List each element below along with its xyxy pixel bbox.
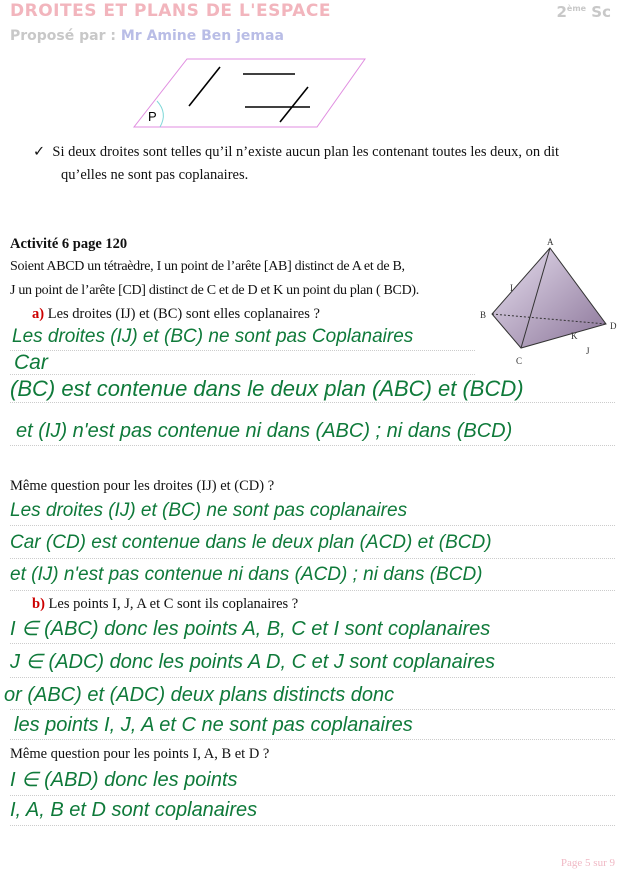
- handwritten-answer-4: et (IJ) n'est pas contenue ni dans (ABC) ; ni dans (BCD): [16, 420, 513, 442]
- question-b-label: b): [32, 596, 45, 612]
- handwritten-answer-10: or (ABC) et (ADC) deux plans distincts donc: [4, 684, 395, 706]
- author-prefix: Proposé par :: [10, 28, 121, 44]
- handwritten-answer-11: les points I, J, A et C ne sont pas coplanaires: [14, 714, 413, 736]
- level-sup: ème: [566, 4, 587, 13]
- question-2: Même question pour les droites (IJ) et (CD) ?: [10, 478, 275, 494]
- handwritten-answer-3: (BC) est contenue dans le deux plan (ABC) et (BCD): [10, 376, 524, 401]
- page-number: Page 5 sur 9: [560, 857, 615, 869]
- vertex-c: C: [516, 356, 523, 366]
- handwritten-answer-8: I ∈ (ABC) donc les points A, B, C et I sont coplanaires: [10, 618, 491, 640]
- point-k: K: [571, 331, 578, 341]
- level-number: 2: [556, 3, 567, 21]
- question-4: Même question pour les points I, A, B et D ?: [10, 746, 270, 762]
- definition-line-1: [33, 144, 559, 161]
- handwritten-answer-6: Car (CD) est contenue dans le deux plan (ACD) et (BCD): [10, 532, 492, 553]
- vertex-d: D: [610, 321, 617, 331]
- handwritten-answer-13: I, A, B et D sont coplanaires: [10, 799, 258, 821]
- statement-line-2: J un point de l’arête [CD] distinct de C et de D et K un point du plan ( BCD).: [10, 283, 419, 298]
- plane-label: P: [148, 109, 157, 124]
- activity-title: Activité 6 page 120: [10, 236, 128, 252]
- handwritten-answer-5: Les droites (IJ) et (BC) ne sont pas coplanaires: [10, 500, 408, 521]
- class-level: [556, 3, 611, 21]
- handwritten-answer-9: J ∈ (ADC) donc les points A D, C et J sont coplanaires: [10, 651, 496, 673]
- question-a-text: Les droites (IJ) et (BC) sont elles coplanaires ?: [47, 306, 320, 322]
- question-b: [32, 596, 298, 613]
- question-b-text: Les points I, J, A et C sont ils coplanaires ?: [48, 596, 299, 612]
- handwritten-answer-7: et (IJ) n'est pas contenue ni dans (ACD) ; ni dans (BCD): [10, 564, 483, 585]
- handwritten-answer-12: I ∈ (ABD) donc les points: [10, 769, 238, 791]
- document-title: DROITES ET PLANS DE L'ESPACE: [10, 1, 331, 21]
- question-a-label: a): [32, 306, 45, 322]
- point-i: I: [510, 283, 513, 293]
- definition-text-1: Si deux droites sont telles qu’il n’existe aucun plan les contenant toutes les deux, on dit: [52, 144, 559, 160]
- point-j: J: [586, 346, 590, 356]
- author-name: Mr Amine Ben jemaa: [120, 28, 284, 44]
- vertex-a: A: [547, 237, 554, 247]
- handwritten-answer-1: Les droites (IJ) et (BC) ne sont pas Coplanaires: [12, 326, 414, 347]
- tetrahedron-figure: [478, 236, 623, 371]
- level-suffix: Sc: [586, 3, 611, 21]
- definition-line-2: qu’elles ne sont pas coplanaires.: [61, 167, 249, 183]
- handwritten-answer-2: Car: [14, 351, 48, 374]
- vertex-b: B: [480, 310, 487, 320]
- question-a: [32, 306, 320, 323]
- plane-figure: [130, 55, 390, 130]
- statement-line-1: Soient ABCD un tétraèdre, I un point de l’arête [AB] distinct de A et de B,: [10, 259, 405, 274]
- author-line: [10, 28, 284, 44]
- check-icon: ✓: [33, 144, 46, 160]
